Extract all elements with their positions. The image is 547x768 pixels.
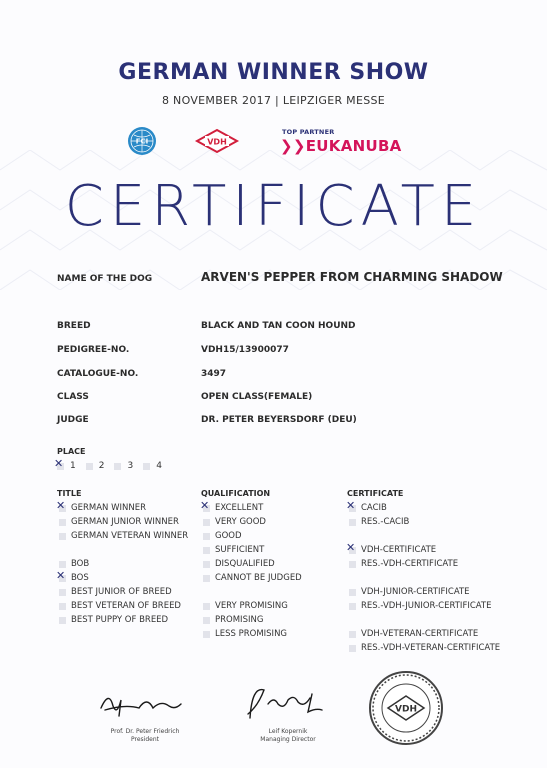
certificate-heading: CERTIFICATE bbox=[64, 174, 483, 239]
place-label: PLACE bbox=[57, 447, 86, 456]
title-option[interactable] bbox=[59, 559, 89, 569]
certificate-option[interactable] bbox=[349, 545, 436, 555]
title-option-label: GERMAN VETERAN WINNER bbox=[71, 531, 189, 541]
certificate-option[interactable] bbox=[349, 643, 500, 653]
title-checkbox[interactable] bbox=[59, 589, 66, 596]
director-role: Managing Director bbox=[260, 736, 316, 743]
title-column-heading: TITLE bbox=[57, 489, 82, 498]
certificate-option-label: VDH-CERTIFICATE bbox=[361, 545, 437, 555]
class-value: OPEN CLASS(FEMALE) bbox=[201, 392, 313, 402]
pedigree-label: PEDIGREE-NO. bbox=[57, 345, 130, 355]
qualification-option-label: PROMISING bbox=[215, 615, 264, 625]
vdh-seal-icon bbox=[368, 670, 444, 746]
place-checkbox-2[interactable] bbox=[86, 463, 93, 470]
fci-logo-icon bbox=[127, 126, 157, 156]
judge-label: JUDGE bbox=[57, 415, 89, 425]
show-title: GERMAN WINNER SHOW bbox=[118, 60, 429, 85]
qualification-option[interactable] bbox=[203, 601, 288, 611]
title-option-label: GERMAN WINNER bbox=[71, 503, 146, 513]
title-option[interactable] bbox=[59, 601, 181, 611]
certificate-option-label: CACIB bbox=[361, 503, 387, 513]
qualification-checkbox[interactable] bbox=[203, 505, 210, 512]
qualification-checkbox[interactable] bbox=[203, 547, 210, 554]
qualification-checkbox[interactable] bbox=[203, 533, 210, 540]
certificate-checkbox[interactable] bbox=[349, 645, 356, 652]
qualification-option[interactable] bbox=[203, 545, 264, 555]
qualification-option-label: GOOD bbox=[215, 531, 242, 541]
certificate-checkbox[interactable] bbox=[349, 547, 356, 554]
title-option-label: BOB bbox=[71, 559, 90, 569]
title-checkbox[interactable] bbox=[59, 533, 66, 540]
certificate-checkbox[interactable] bbox=[349, 519, 356, 526]
certificate-checkbox[interactable] bbox=[349, 561, 356, 568]
qualification-checkbox[interactable] bbox=[203, 561, 210, 568]
breed-label: BREED bbox=[57, 321, 91, 331]
title-option[interactable] bbox=[59, 517, 179, 527]
pedigree-value: VDH15/13900077 bbox=[201, 345, 289, 355]
qualification-option-label: VERY GOOD bbox=[215, 517, 266, 527]
qualification-option-label: LESS PROMISING bbox=[215, 629, 288, 639]
certificate-checkbox[interactable] bbox=[349, 589, 356, 596]
certificate-checkbox[interactable] bbox=[349, 603, 356, 610]
partner-arrow-icon: ❯❯ bbox=[280, 137, 306, 155]
title-checkbox[interactable] bbox=[59, 575, 66, 582]
place-checkbox-1[interactable] bbox=[57, 463, 64, 470]
title-option-label: BEST VETERAN OF BREED bbox=[71, 601, 181, 611]
qualification-column-heading: QUALIFICATION bbox=[201, 489, 271, 498]
title-option[interactable] bbox=[59, 587, 172, 597]
director-signature-icon bbox=[238, 680, 328, 724]
title-checkbox[interactable] bbox=[59, 519, 66, 526]
title-option[interactable] bbox=[59, 573, 89, 583]
judge-value: DR. PETER BEYERSDORF (DEU) bbox=[201, 415, 357, 425]
catalogue-label: CATALOGUE-NO. bbox=[57, 369, 139, 379]
title-checkbox[interactable] bbox=[59, 561, 66, 568]
place-options bbox=[57, 461, 162, 471]
title-option[interactable] bbox=[59, 531, 188, 541]
certificate-option-label: VDH-JUNIOR-CERTIFICATE bbox=[361, 587, 470, 597]
certificate-option[interactable] bbox=[349, 601, 492, 611]
name-label: NAME OF THE DOG bbox=[57, 274, 153, 284]
place-option-3[interactable] bbox=[114, 461, 133, 471]
certificate-option-label: RES.-CACIB bbox=[361, 517, 410, 527]
certificate-checkbox[interactable] bbox=[349, 505, 356, 512]
title-option-label: BEST PUPPY OF BREED bbox=[71, 615, 169, 625]
title-checkbox[interactable] bbox=[59, 505, 66, 512]
certificate-option-label: RES.-VDH-VETERAN-CERTIFICATE bbox=[361, 643, 501, 653]
vdh-logo-text: VDH bbox=[207, 137, 227, 147]
title-checkbox[interactable] bbox=[59, 603, 66, 610]
director-signature-block bbox=[228, 728, 348, 744]
qualification-checkbox[interactable] bbox=[203, 617, 210, 624]
qualification-option[interactable] bbox=[203, 629, 287, 639]
qualification-option-label: EXCELLENT bbox=[215, 503, 264, 513]
breed-value: BLACK AND TAN COON HOUND bbox=[201, 321, 356, 331]
qualification-option[interactable] bbox=[203, 517, 266, 527]
title-option-label: GERMAN JUNIOR WINNER bbox=[71, 517, 179, 527]
certificate-checkbox[interactable] bbox=[349, 631, 356, 638]
title-checkbox[interactable] bbox=[59, 617, 66, 624]
certificate-option[interactable] bbox=[349, 559, 458, 569]
partner-name bbox=[280, 137, 402, 155]
vdh-logo-icon bbox=[193, 128, 241, 154]
certificate-option[interactable] bbox=[349, 503, 387, 513]
president-signature-icon bbox=[95, 686, 185, 722]
qualification-checkbox[interactable] bbox=[203, 519, 210, 526]
qualification-checkbox[interactable] bbox=[203, 631, 210, 638]
certificate-option-label: RES.-VDH-JUNIOR-CERTIFICATE bbox=[361, 601, 492, 611]
place-option-label: 1 bbox=[70, 461, 76, 471]
partner-name-text: EUKANUBA bbox=[305, 137, 402, 155]
president-role: President bbox=[131, 736, 159, 743]
place-checkbox-4[interactable] bbox=[143, 463, 150, 470]
qualification-checkbox[interactable] bbox=[203, 603, 210, 610]
qualification-option[interactable] bbox=[203, 559, 275, 569]
title-option[interactable] bbox=[59, 615, 168, 625]
certificate-option[interactable] bbox=[349, 629, 478, 639]
certificate-column-heading: CERTIFICATE bbox=[347, 489, 404, 498]
qualification-option[interactable] bbox=[203, 531, 242, 541]
place-checkbox-3[interactable] bbox=[114, 463, 121, 470]
title-option-label: BOS bbox=[71, 573, 89, 583]
qualification-option[interactable] bbox=[203, 573, 302, 583]
seal-text: VDH bbox=[395, 704, 417, 715]
qualification-option-label: DISQUALIFIED bbox=[215, 559, 275, 569]
class-label: CLASS bbox=[57, 392, 89, 402]
qualification-checkbox[interactable] bbox=[203, 575, 210, 582]
title-option-label: BEST JUNIOR OF BREED bbox=[71, 587, 172, 597]
place-option-4[interactable] bbox=[143, 461, 162, 471]
catalogue-value: 3497 bbox=[201, 369, 227, 379]
certificate-option[interactable] bbox=[349, 587, 470, 597]
president-name: Prof. Dr. Peter Friedrich bbox=[110, 728, 180, 735]
title-option[interactable] bbox=[59, 503, 146, 513]
qualification-option[interactable] bbox=[203, 615, 263, 625]
show-subtitle: 8 NOVEMBER 2017 | LEIPZIGER MESSE bbox=[161, 94, 386, 107]
place-option-label: 2 bbox=[98, 461, 105, 471]
qualification-option-label: CANNOT BE JUDGED bbox=[215, 573, 302, 583]
qualification-option[interactable] bbox=[203, 503, 263, 513]
place-option-2[interactable] bbox=[86, 461, 105, 471]
qualification-option-label: SUFFICIENT bbox=[215, 545, 265, 555]
president-signature-block bbox=[85, 728, 205, 744]
qualification-option-label: VERY PROMISING bbox=[215, 601, 288, 611]
dog-name-value: ARVEN'S PEPPER FROM CHARMING SHADOW bbox=[201, 270, 503, 284]
place-option-1[interactable] bbox=[57, 461, 76, 471]
director-name: Leif Kopernik bbox=[268, 728, 308, 735]
partner-label: TOP PARTNER bbox=[282, 128, 335, 136]
certificate-option-label: VDH-VETERAN-CERTIFICATE bbox=[361, 629, 479, 639]
certificate-option-label: RES.-VDH-CERTIFICATE bbox=[361, 559, 459, 569]
place-option-label: 3 bbox=[127, 461, 134, 471]
place-option-label: 4 bbox=[156, 461, 162, 471]
certificate-option[interactable] bbox=[349, 517, 409, 527]
fci-logo-text: FCI bbox=[135, 137, 149, 146]
